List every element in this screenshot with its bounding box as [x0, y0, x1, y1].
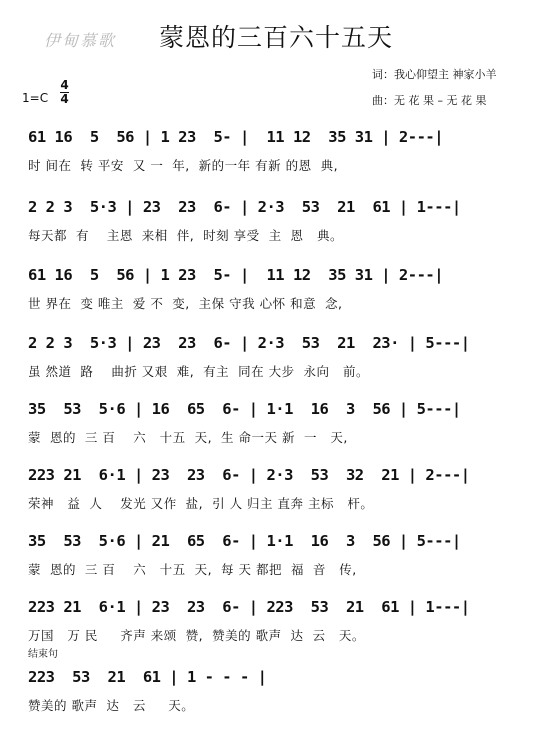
ending-label: 结束句: [28, 649, 58, 660]
lyrics-line: 每天都 有 主恩 来相 伴, 时刻 享受 主 恩 典。: [28, 228, 343, 243]
notation-line: 61 16 5 56 | 1 23 5- | 11 12 35 31 | 2---|: [28, 266, 444, 284]
time-signature-top: 4: [60, 78, 69, 92]
song-title: 蒙恩的三百六十五天: [158, 23, 393, 52]
notation-line: 35 53 5·6 | 21 65 6- | 1·1 16 3 56 | 5---|: [28, 532, 461, 550]
lyrics-line: 蒙 恩的 三 百 六 十五 天, 生 命一天 新 一 天,: [28, 430, 348, 445]
lyrics-line: 荣神 益 人 发光 又作 盐, 引 人 归主 直奔 主标 杆。: [28, 496, 374, 511]
time-signature: [60, 80, 69, 105]
lyrics-line: 万国 万 民 齐声 来颂 赞, 赞美的 歌声 达 云 天。: [28, 628, 365, 643]
lyrics-line: 时 间在 转 平安 又 一 年, 新的一年 有新 的恩 典,: [28, 158, 339, 173]
notation-line: 61 16 5 56 | 1 23 5- | 11 12 35 31 | 2---|: [28, 128, 444, 146]
notation-line: 223 21 6·1 | 23 23 6- | 2·3 53 32 21 | 2---|: [28, 466, 470, 484]
time-signature-bottom: 4: [60, 92, 69, 106]
key-signature: 1=C: [22, 91, 49, 105]
notation-line: 2 2 3 5·3 | 23 23 6- | 2·3 53 21 23· | 5---|: [28, 334, 470, 352]
lyrics-line: 虽 然道 路 曲折 又艰 难, 有主 同在 大步 永向 前。: [28, 364, 369, 379]
lyrics-line: 赞美的 歌声 达 云 天。: [28, 698, 195, 713]
notation-line: 223 21 6·1 | 23 23 6- | 223 53 21 61 | 1---|: [28, 598, 470, 616]
composer-credit: 曲：无 花 果 – 无 花 果: [372, 94, 487, 107]
notation-line: 35 53 5·6 | 16 65 6- | 1·1 16 3 56 | 5---|: [28, 400, 461, 418]
lyrics-line: 世 界在 变 唯主 爱 不 变, 主保 守我 心怀 和意 念,: [28, 296, 343, 311]
lyricist-credit: 词：我心仰望主 神家小羊: [372, 68, 497, 81]
lyrics-line: 蒙 恩的 三 百 六 十五 天, 每 天 都把 福 音 传,: [28, 562, 357, 577]
notation-line: 223 53 21 61 | 1 - - - |: [28, 668, 267, 686]
logo-watermark: 伊甸慕歌: [44, 31, 117, 50]
notation-line: 2 2 3 5·3 | 23 23 6- | 2·3 53 21 61 | 1---|: [28, 198, 461, 216]
